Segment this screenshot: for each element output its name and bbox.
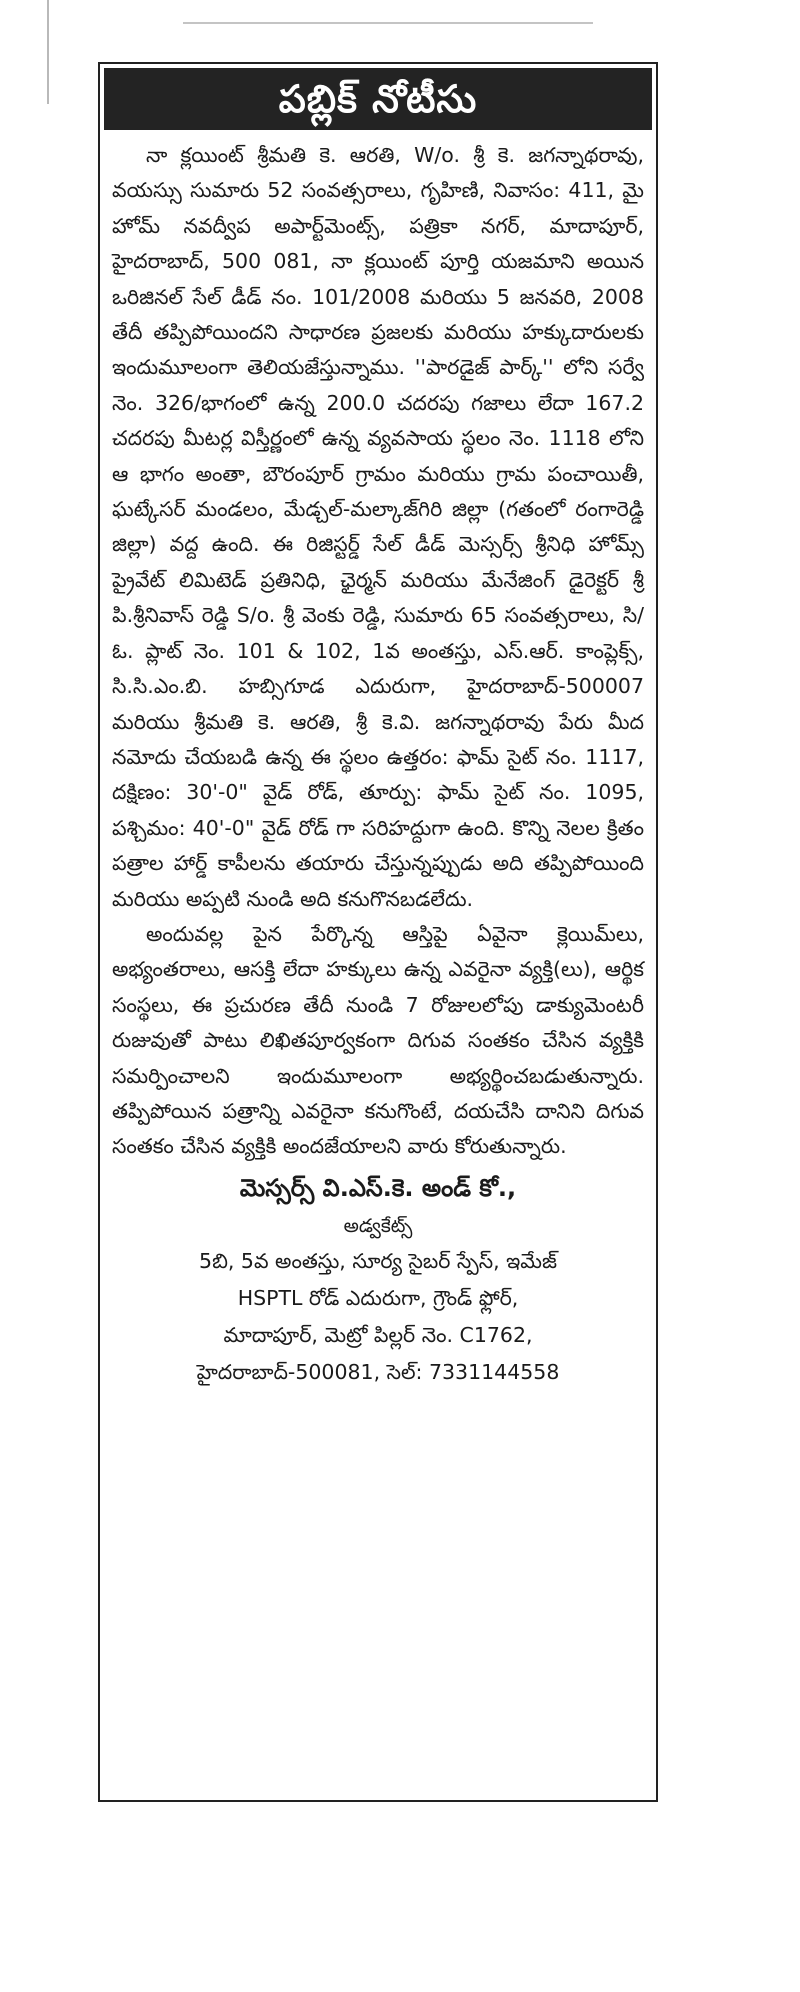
page-margin-rule <box>47 0 49 104</box>
column-top-rule <box>183 22 593 24</box>
notice-title: పబ్లిక్ నోటీసు <box>104 68 652 130</box>
address-line-4: హైదరాబాద్-500081, సెల్: 7331144558 <box>196 1359 560 1384</box>
notice-paragraph-1: నా క్లయింట్ శ్రీమతి కె. ఆరతి, W/o. శ్రీ కె. జగన్నాథరావు, వయస్సు సుమారు 52 సంవత్సరాలు, గృహిణి, నివాసం: 411, మై హోమ్ నవద్వీప అపార్ట్‌మెంట్స్, పత్రికా నగర్, మాదాపూర్, హైదరాబాద్, 500 081, నా క్లయింట్ పూర్తి యజమాని అయిన ఒరిజినల్ సేల్ డీడ్ నం. 101/2008 మరియు 5 జనవరి, 2008 తేదీ తప్పిపోయిందని సాధారణ ప్రజలకు మరియు హక్కుదారులకు ఇందుమూలంగా తెలియజేస్తున్నాము. ''పారడైజ్ పార్క్'' లోని సర్వే నెం. 326/భాగంలో ఉన్న 200.0 చదరపు గజాలు లేదా 167.2 చదరపు మీటర్ల విస్తీర్ణంలో ఉన్న వ్యవసాయ స్థలం నెం. 1118 లోని ఆ భాగం అంతా, బౌరంపూర్ గ్రామం మరియు గ్రామ పంచాయితీ, ఘట్కేసర్ మండలం, మేడ్చల్-మల్కాజ్‌గిరి జిల్లా (గతంలో రంగారెడ్డి జిల్లా) వద్ద ఉంది. ఈ రిజిస్టర్డ్ సేల్ డీడ్ మెస్సర్స్ శ్రీనిధి హోమ్స్ ప్రైవేట్ లిమిటెడ్ ప్రతినిధి, ఛైర్మన్ మరియు మేనేజింగ్ డైరెక్టర్ శ్రీ పి.శ్రీనివాస్ రెడ్డి S/o. శ్రీ వెంకు రెడ్డి, సుమారు 65 సంవత్సరాలు, సి/ఓ. ప్లాట్ నెం. 101 & 102, 1వ అంతస్తు, ఎస్.ఆర్. కాంప్లెక్స్, సి.సి.ఎం.బి. హబ్సిగూడ ఎదురుగా, హైదరాబాద్-500007 మరియు శ్రీమతి కె. ఆరతి, శ్రీ కె.వి. జగన్నాథరావు పేరు మీద నమోదు చేయబడి ఉన్న ఈ స్థలం ఉత్తరం: ఫామ్ సైట్ నం. 1117, దక్షిణం: 30'-0" వైడ్ రోడ్, తూర్పు: ఫామ్ సైట్ నం. 1095, పశ్చిమం: 40'-0" వైడ్ రోడ్ గా సరిహద్దుగా ఉంది. కొన్ని నెలల క్రితం పత్రాల హార్డ్ కాపీలను తయారు చేస్తున్నప్పుడు అది తప్పిపోయింది మరియు అప్పటి నుండి అది కనుగొనబడలేదు. <box>112 143 644 911</box>
public-notice-box <box>98 62 658 1802</box>
notice-paragraph-2: అందువల్ల పైన పేర్కొన్న ఆస్తిపై ఏవైనా క్లెయిమ్‌లు, అభ్యంతరాలు, ఆసక్తి లేదా హక్కులు ఉన్న ఎవరైనా వ్యక్తి(లు), ఆర్థిక సంస్థలు, ఈ ప్రచురణ తేదీ నుండి 7 రోజులలోపు డాక్యుమెంటరీ రుజువుతో పాటు లిఖితపూర్వకంగా దిగువ సంతకం చేసిన వ్యక్తికి సమర్పించాలని ఇందుమూలంగా అభ్యర్థించబడుతున్నారు. తప్పిపోయిన పత్రాన్ని ఎవరైనా కనుగొంటే, దయచేసి దానిని దిగువ సంతకం చేసిన వ్యక్తికి అందజేయాలని వారు కోరుతున్నారు. <box>112 921 644 1159</box>
address-line-2: HSPTL రోడ్ ఎదురుగా, గ్రౌండ్ ఫ్లోర్, <box>237 1285 519 1310</box>
firm-role: అడ్వకేట్స్ <box>343 1214 413 1237</box>
notice-body <box>100 138 656 1391</box>
address-line-1: 5బి, 5వ అంతస్తు, సూర్య సైబర్ స్పేస్, ఇమేజ్ <box>199 1248 557 1273</box>
address-line-3: మాదాపూర్, మెట్రో పిల్లర్ నెం. C1762, <box>223 1322 533 1347</box>
signature-block <box>112 1167 644 1391</box>
firm-name: మెస్సర్స్ వి.ఎస్.కె. అండ్ కో., <box>239 1173 517 1202</box>
